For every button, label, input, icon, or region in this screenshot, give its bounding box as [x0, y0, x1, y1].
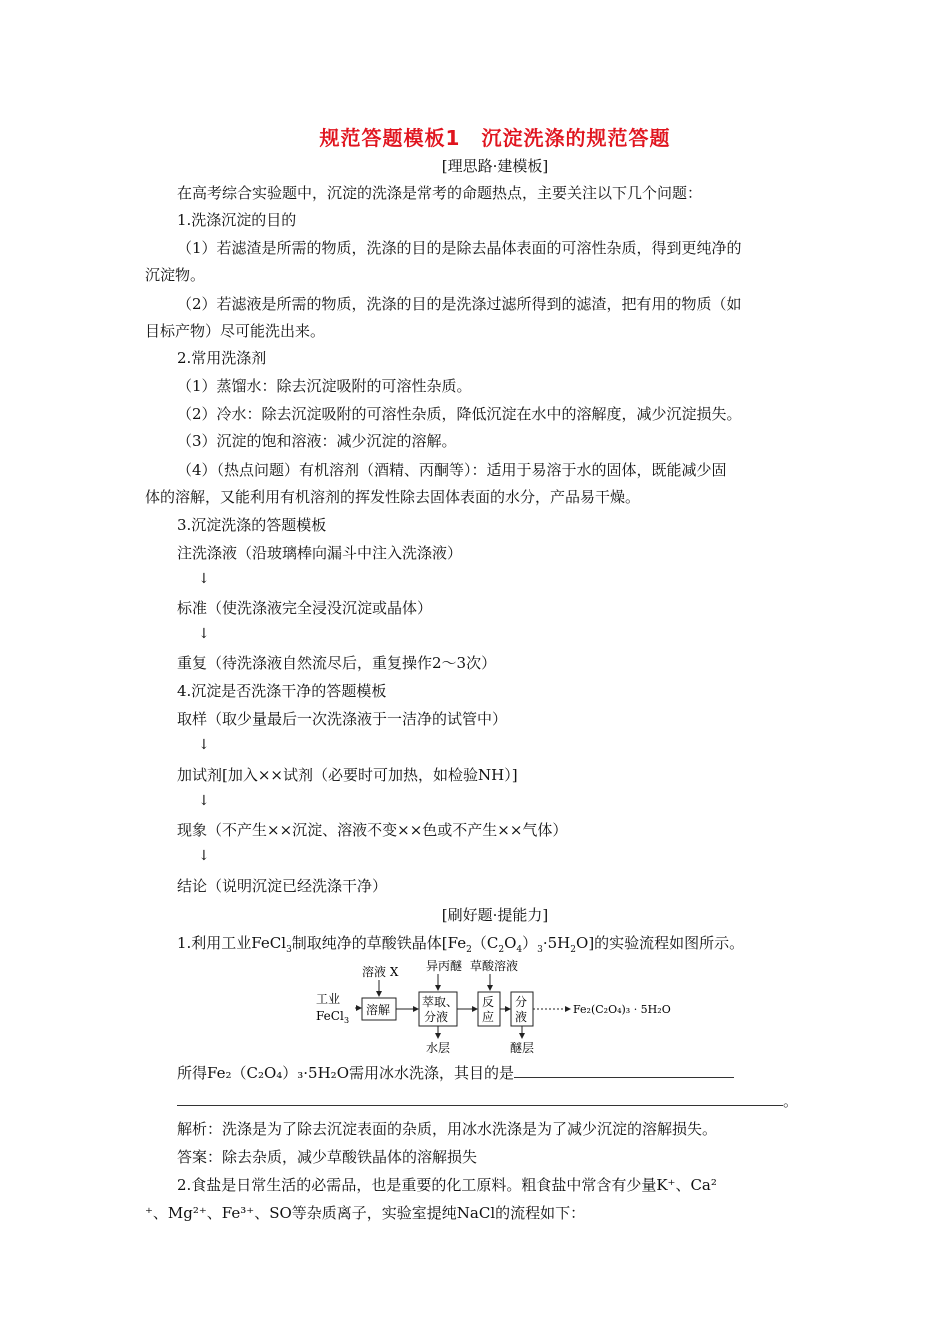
- label-industrial: 工业: [316, 992, 341, 1006]
- intro-paragraph: 在高考综合实验题中，沉淀的洗涤是常考的命题热点，主要关注以下几个问题：: [177, 184, 703, 202]
- label-isopropyl-ether: 异丙醚: [426, 959, 463, 973]
- check-step-2: 加试剂[加入××试剂（必要时可加热，如检验NH）]: [177, 766, 518, 784]
- question-1-stem: 1.利用工业FeCl$_3$制取纯净的草酸铁晶体$[Fe_2(C_2O_4)_3\cdot 5H_2O]$的实验流程如图所示。: [177, 934, 745, 955]
- paragraph-2-line-2: 目标产物）尽可能洗出来。: [145, 322, 326, 340]
- check-step-3: 现象（不产生××沉淀、溶液不变××色或不产生××气体）: [177, 821, 568, 839]
- box-extract-label-1: 萃取、: [422, 995, 459, 1009]
- question-2-line-2: ⁺、Mg²⁺、Fe³⁺、SO等杂质离子，实验室提纯NaCl的流程如下：: [145, 1204, 586, 1222]
- flow-arrow: ↓: [198, 793, 210, 809]
- label-solution-x: 溶液 X: [362, 965, 399, 979]
- check-step-4: 结论（说明沉淀已经洗涤干净）: [177, 877, 388, 895]
- detergent-4-line-1: （4）（热点问题）有机溶剂（酒精、丙酮等）：适用于易溶于水的固体，既能减少固: [177, 461, 727, 479]
- section-header-practice: [刷好题·提能力]: [441, 906, 549, 924]
- label-fecl3-subscript: 3: [344, 1016, 350, 1025]
- label-water-layer: 水层: [426, 1041, 451, 1055]
- question-1-blank-line: 。: [177, 1091, 798, 1111]
- wash-step-1: 注洗涤液（沿玻璃棒向漏斗中注入洗涤液）: [177, 544, 463, 562]
- answer-text: 答案：除去杂质，减少草酸铁晶体的溶解损失: [177, 1148, 478, 1166]
- flow-arrow: ↓: [198, 737, 210, 753]
- question-1-prompt: 所得Fe₂（C₂O₄）₃·5H₂O需用冰水洗涤，其目的是: [177, 1063, 734, 1083]
- process-flow-diagram: [300, 958, 700, 1058]
- detergent-1: （1）蒸馏水：除去沉淀吸附的可溶性杂质。: [177, 377, 472, 395]
- detergent-4-line-2: 体的溶解，又能利用有机溶剂的挥发性除去固体表面的水分，产品易干燥。: [145, 488, 641, 506]
- label-fecl3: FeCl: [316, 1009, 344, 1023]
- flow-arrow: ↓: [198, 848, 210, 864]
- label-ether-layer: 醚层: [510, 1041, 535, 1055]
- label-product: Fe₂(C₂O₄)₃ · 5H₂O: [573, 1003, 671, 1016]
- label-oxalic-acid-solution: 草酸溶液: [470, 959, 519, 973]
- box-separate-label-2: 液: [515, 1010, 528, 1024]
- paragraph-2-line-1: （2）若滤液是所需的物质，洗涤的目的是洗涤过滤所得到的滤渣，把有用的物质（如: [177, 295, 742, 313]
- detergent-2: （2）冷水：除去沉淀吸附的可溶性杂质，降低沉淀在水中的溶解度，减少沉淀损失。: [177, 405, 742, 423]
- question-2-line-1: 2.食盐是日常生活的必需品，也是重要的化工原料。粗食盐中常含有少量K⁺、Ca²: [177, 1176, 717, 1194]
- box-extract-label-2: 分液: [424, 1010, 449, 1024]
- box-react-label-1: 反: [482, 995, 495, 1009]
- section-header-think: [理思路·建模板]: [441, 157, 549, 175]
- flow-arrow: ↓: [198, 571, 210, 587]
- wash-step-3: 重复（待洗涤液自然流尽后，重复操作2～3次）: [177, 654, 497, 672]
- box-separate-label-1: 分: [515, 995, 528, 1009]
- heading-clean-check: 4.沉淀是否洗涤干净的答题模板: [177, 682, 387, 700]
- heading-wash-purpose: 1.洗涤沉淀的目的: [177, 211, 297, 229]
- paragraph-1-line-1: （1）若滤渣是所需的物质，洗涤的目的是除去晶体表面的可溶性杂质，得到更纯净的: [177, 239, 742, 257]
- box-dissolve-label: 溶解: [366, 1003, 391, 1017]
- page-title: 规范答题模板1 沉淀洗涤的规范答题: [319, 126, 671, 150]
- flow-arrow: ↓: [198, 626, 210, 642]
- wash-step-2: 标准（使洗涤液完全浸没沉淀或晶体）: [177, 599, 433, 617]
- heading-detergents: 2.常用洗涤剂: [177, 349, 267, 367]
- box-react-label-2: 应: [482, 1010, 495, 1024]
- answer-blank-2[interactable]: [177, 1105, 783, 1106]
- heading-wash-template: 3.沉淀洗涤的答题模板: [177, 516, 327, 534]
- paragraph-1-line-2: 沉淀物。: [145, 266, 206, 284]
- analysis-text: 解析：洗涤是为了除去沉淀表面的杂质，用冰水洗涤是为了减少沉淀的溶解损失。: [177, 1120, 718, 1138]
- detergent-3: （3）沉淀的饱和溶液：减少沉淀的溶解。: [177, 432, 457, 450]
- check-step-1: 取样（取少量最后一次洗涤液于一洁净的试管中）: [177, 710, 508, 728]
- answer-blank-1[interactable]: [514, 1077, 734, 1078]
